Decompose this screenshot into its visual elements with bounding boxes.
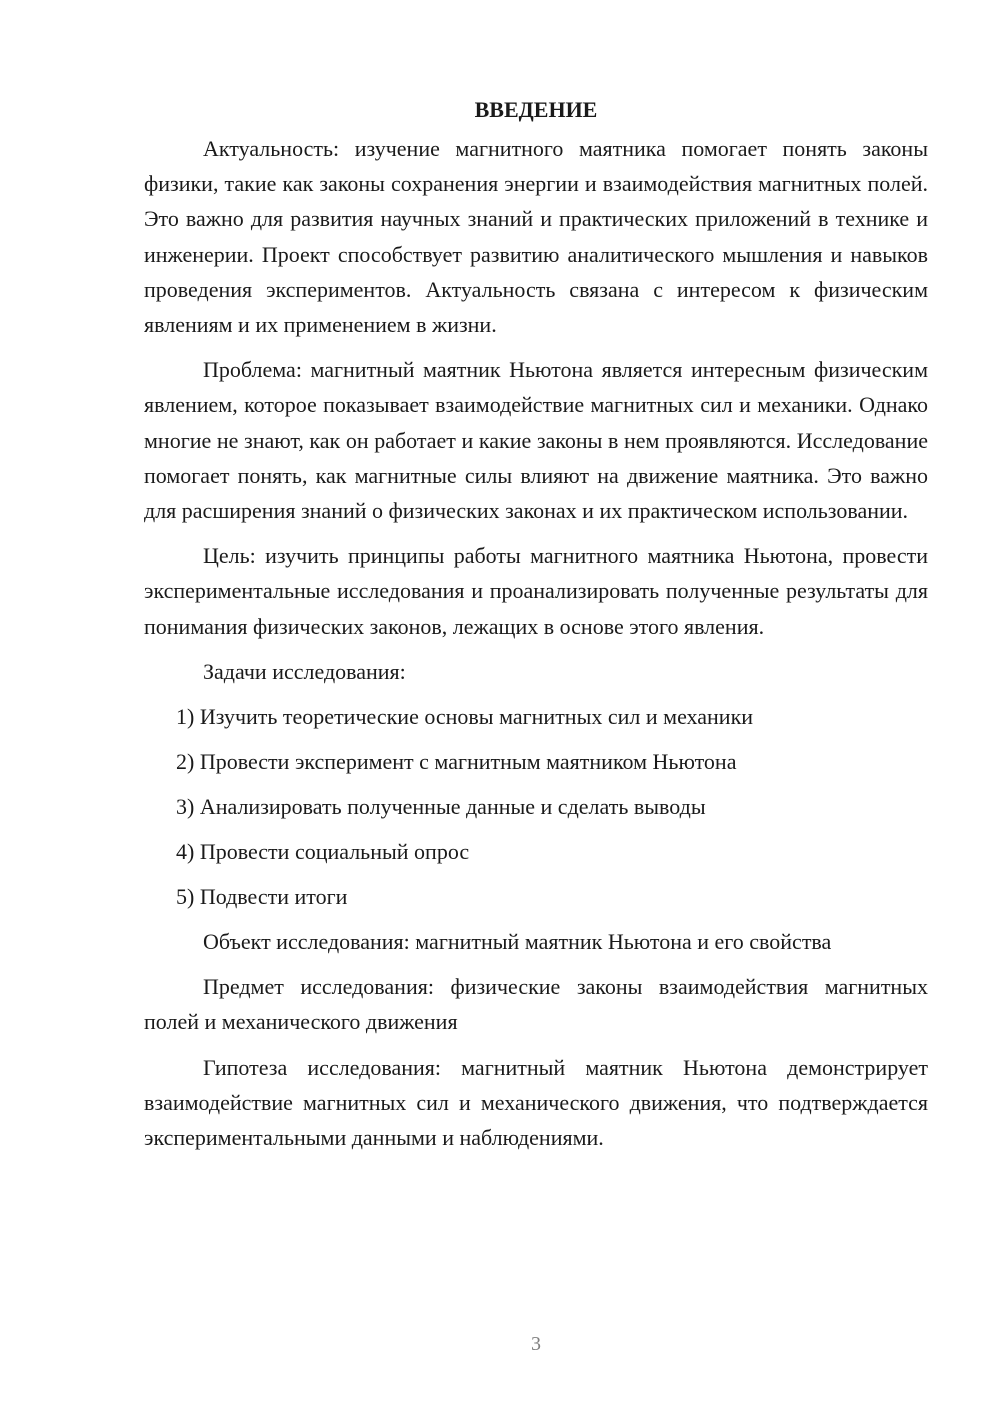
page-number: 3 <box>531 1333 541 1355</box>
problem-paragraph: Проблема: магнитный маятник Ньютона является интересным физическим явлением, которое показывает взаимодействие магнитных сил и механики. Однако многие не знают, как он работает и какие законы в нем проявляются. Исследование помогает понять, как магнитные силы влияют на движение маятника. Это важно для расширения знаний о физических законах и их практическом использовании. <box>144 357 928 524</box>
list-item: 5) Подвести итоги <box>176 884 348 910</box>
subject-paragraph: Предмет исследования: физические законы взаимодействия магнитных полей и механического движения <box>144 974 928 1035</box>
list-item: 3) Анализировать полученные данные и сделать выводы <box>176 794 706 820</box>
list-item: 1) Изучить теоретические основы магнитных сил и механики <box>176 704 754 730</box>
relevance-paragraph: Актуальность: изучение магнитного маятника помогает понять законы физики, такие как законы сохранения энергии и взаимодействия магнитных полей. Это важно для развития научных знаний и практических приложений в технике и инженерии. Проект способствует развитию аналитического мышления и навыков проведения экспериментов. Актуальность связана с интересом к физическим явлениям и их применением в жизни. <box>144 136 928 338</box>
tasks-heading: Задачи исследования: <box>203 658 406 684</box>
object-paragraph: Объект исследования: магнитный маятник Ньютона и его свойства <box>203 929 832 955</box>
tasks-list <box>144 699 928 914</box>
goal-paragraph: Цель: изучить принципы работы магнитного маятника Ньютона, провести экспериментальные исследования и проанализировать полученные результаты для понимания физических законов, лежащих в основе этого явления. <box>144 543 928 639</box>
list-item: 2) Провести эксперимент с магнитным маятником Ньютона <box>176 749 737 775</box>
page-title: ВВЕДЕНИЕ <box>474 97 598 122</box>
page-body <box>144 92 928 1155</box>
list-item: 4) Провести социальный опрос <box>176 839 470 865</box>
hypothesis-paragraph: Гипотеза исследования: магнитный маятник Ньютона демонстрирует взаимодействие магнитных сил и механического движения, что подтверждается экспериментальными данными и наблюдениями. <box>144 1054 928 1151</box>
